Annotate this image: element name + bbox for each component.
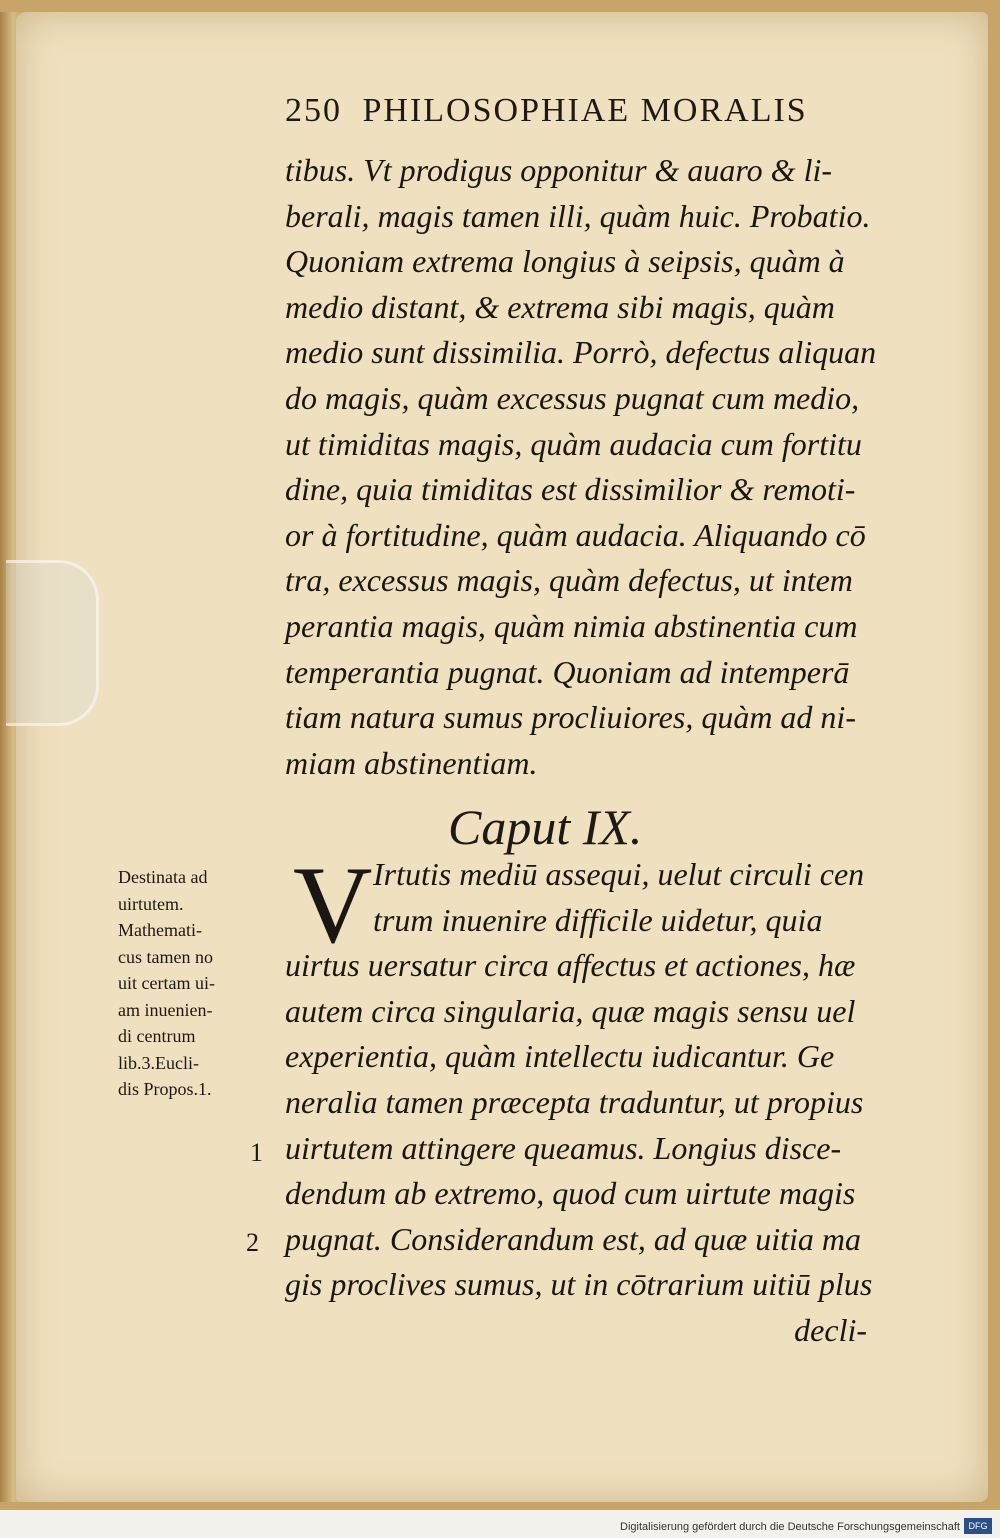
- text-line: medio sunt dissimilia. Porrò, defectus aliquan: [285, 334, 877, 371]
- text-line: Irtutis mediū assequi, uelut circuli cen: [373, 856, 865, 892]
- text-line: or à fortitudine, quàm audacia. Aliquando cō: [285, 516, 866, 553]
- margin-line: dis Propos.1.: [118, 1079, 212, 1099]
- text-line: autem circa singularia, quæ magis sensu uel: [285, 992, 856, 1029]
- dfg-logo: DFG: [964, 1518, 992, 1534]
- running-header: [285, 92, 808, 130]
- margin-number: 2: [246, 1228, 259, 1257]
- text-line: Quoniam extrema longius à seipsis, quàm à: [285, 243, 845, 280]
- text-line: berali, magis tamen illi, quàm huic. Probatio.: [285, 197, 871, 234]
- text-line: uirtutem attingere queamus. Longius disce-: [285, 1129, 842, 1166]
- catchword: decli-: [794, 1311, 867, 1348]
- chapter-heading: Caput IX.: [448, 799, 643, 855]
- text-line: gis proclives sumus, ut in cōtrarium uitiū plus: [285, 1266, 873, 1303]
- text-line: pugnat. Considerandum est, ad quæ uitia ma: [285, 1220, 862, 1257]
- body-text: [285, 148, 885, 786]
- text-line: dine, quia timiditas est dissimilior & remoti-: [285, 471, 856, 508]
- text-line: miam abstinentiam.: [285, 744, 538, 781]
- footer-credit: Digitalisierung gefördert durch die Deutsche Forschungsgemeinschaft: [620, 1521, 960, 1533]
- text-line: neralia tamen præcepta traduntur, ut propius: [285, 1083, 864, 1120]
- text-line: tiam natura sumus procliuiores, quàm ad ni-: [285, 699, 856, 736]
- margin-line: uirtutem.: [118, 893, 184, 914]
- margin-line: am inuenien-: [118, 999, 213, 1020]
- text-line: perantia magis, quàm nimia abstinentia cum: [285, 607, 858, 644]
- text-line: tra, excessus magis, quàm defectus, ut intem: [285, 562, 853, 599]
- text-line: ut timiditas magis, quàm audacia cum fortitu: [285, 425, 862, 462]
- margin-line: Mathemati-: [118, 920, 202, 940]
- margin-number: 1: [250, 1138, 263, 1167]
- chapter-text: [285, 844, 885, 1354]
- margin-line: lib.3.Eucli-: [118, 1052, 199, 1073]
- text-line: medio distant, & extrema sibi magis, quàm: [285, 288, 835, 325]
- page-number: 250: [285, 92, 342, 129]
- running-title: PHILOSOPHIAE MORALIS: [362, 92, 808, 129]
- margin-line: di centrum: [118, 1026, 196, 1046]
- text-line: trum inuenire difficile uidetur, quia: [373, 901, 823, 938]
- margin-line: cus tamen no: [118, 946, 213, 967]
- drop-initial: V: [293, 844, 373, 966]
- text-line: dendum ab extremo, quod cum uirtute magis: [285, 1175, 856, 1212]
- page-clip: [6, 560, 99, 726]
- margin-line: Destinata ad: [118, 867, 208, 887]
- text-line: uirtus uersatur circa affectus et actiones, hæ: [285, 947, 856, 984]
- text-line: temperantia pugnat. Quoniam ad intemperā: [285, 653, 850, 690]
- text-line: do magis, quàm excessus pugnat cum medio,: [285, 379, 860, 416]
- margin-line: uit certam ui-: [118, 973, 215, 993]
- text-line: experientia, quàm intellectu iudicantur. Ge: [285, 1038, 835, 1075]
- margin-note: [118, 864, 278, 1103]
- text-line: tibus. Vt prodigus opponitur & auaro & li-: [285, 152, 832, 188]
